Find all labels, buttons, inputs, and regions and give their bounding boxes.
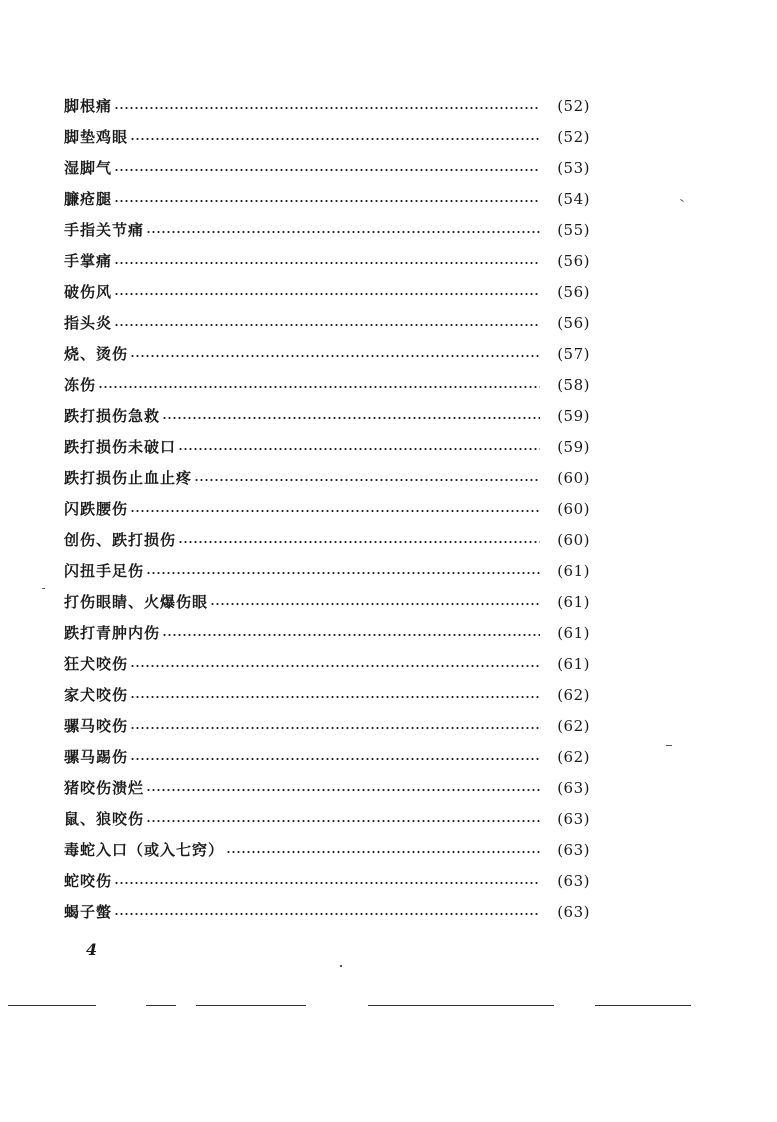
dot-leader <box>130 749 540 764</box>
toc-entry <box>64 741 590 772</box>
toc-entry <box>64 617 590 648</box>
dot-leader <box>146 563 540 578</box>
toc-entry-title: 闪跌腰伤 <box>64 500 129 518</box>
toc-entry-page: (56) <box>557 313 590 332</box>
dot-leader <box>98 377 540 392</box>
toc-entry-page: (62) <box>557 747 590 766</box>
footer-rule <box>8 1005 96 1006</box>
scan-mark <box>42 588 45 589</box>
toc-entry-page: (59) <box>557 437 590 456</box>
page-number: 4 <box>86 940 98 959</box>
dot-leader <box>114 284 540 299</box>
dot-leader <box>226 842 540 857</box>
toc-entry <box>64 369 590 400</box>
toc-entry-title: 骡马踢伤 <box>64 748 129 766</box>
toc-entry <box>64 431 590 462</box>
toc-entry-page: (58) <box>557 375 590 394</box>
toc-entry <box>64 772 590 803</box>
scan-mark <box>666 745 672 746</box>
toc-entry-page: (62) <box>557 716 590 735</box>
toc-entry <box>64 493 590 524</box>
toc-entry-title: 跌打青肿内伤 <box>64 624 161 642</box>
footer-rule <box>368 1005 554 1006</box>
toc-entry-page: (63) <box>557 871 590 890</box>
toc-entry-title: 指头炎 <box>64 314 113 332</box>
toc-entry-page: (63) <box>557 809 590 828</box>
toc-entry-title: 湿脚气 <box>64 159 113 177</box>
toc-entry-title: 手指关节痛 <box>64 221 145 239</box>
toc-entry-title: 脚根痛 <box>64 97 113 115</box>
toc-entry-page: (61) <box>557 561 590 580</box>
dot-leader <box>130 687 540 702</box>
footer-rule <box>595 1005 691 1006</box>
scan-mark <box>680 199 684 202</box>
dot-leader <box>178 532 540 547</box>
toc-entry-title: 闪扭手足伤 <box>64 562 145 580</box>
dot-leader <box>114 873 540 888</box>
toc-entry <box>64 152 590 183</box>
dot-leader <box>130 501 540 516</box>
toc-entry-page: (60) <box>557 530 590 549</box>
toc-entry-title: 猪咬伤溃烂 <box>64 779 145 797</box>
dot-leader <box>178 439 540 454</box>
dot-leader <box>114 191 540 206</box>
dot-leader <box>146 222 540 237</box>
toc-entry <box>64 865 590 896</box>
toc-entry-page: (57) <box>557 344 590 363</box>
dot-leader <box>162 625 540 640</box>
toc-entry-page: (55) <box>557 220 590 239</box>
toc-entry-title: 蛇咬伤 <box>64 872 113 890</box>
toc-entry-title: 骡马咬伤 <box>64 717 129 735</box>
dot-leader <box>114 98 540 113</box>
toc-entry <box>64 307 590 338</box>
toc-entry-title: 跌打损伤急救 <box>64 407 161 425</box>
dot-leader <box>130 718 540 733</box>
toc-entry-page: (56) <box>557 251 590 270</box>
toc-entry <box>64 586 590 617</box>
toc-entry-page: (54) <box>557 189 590 208</box>
scan-mark <box>340 965 342 967</box>
toc-entry <box>64 121 590 152</box>
toc-entry-page: (61) <box>557 592 590 611</box>
dot-leader <box>114 253 540 268</box>
toc-entry-page: (60) <box>557 499 590 518</box>
toc-entry <box>64 276 590 307</box>
dot-leader <box>130 656 540 671</box>
toc-entry <box>64 245 590 276</box>
toc-entry-page: (63) <box>557 840 590 859</box>
toc-entry <box>64 679 590 710</box>
dot-leader <box>146 780 540 795</box>
toc-entry-page: (52) <box>557 127 590 146</box>
toc-entry <box>64 462 590 493</box>
toc-entry-page: (63) <box>557 778 590 797</box>
toc-entry-title: 创伤、跌打损伤 <box>64 531 177 549</box>
dot-leader <box>130 129 540 144</box>
toc-entry <box>64 834 590 865</box>
toc-entry-title: 家犬咬伤 <box>64 686 129 704</box>
toc-entry <box>64 90 590 121</box>
footer-rule <box>196 1005 306 1006</box>
toc-entry <box>64 524 590 555</box>
toc-entry-title: 毒蛇入口（或入七窍） <box>64 841 225 859</box>
footer-rule <box>146 1005 176 1006</box>
toc-entry-page: (59) <box>557 406 590 425</box>
toc-entry-page: (60) <box>557 468 590 487</box>
toc-entry-title: 跌打损伤止血止疼 <box>64 469 193 487</box>
toc-entry-page: (56) <box>557 282 590 301</box>
toc-entry <box>64 710 590 741</box>
toc-entry <box>64 400 590 431</box>
dot-leader <box>114 160 540 175</box>
dot-leader <box>194 470 540 485</box>
toc-entry-title: 脚垫鸡眼 <box>64 128 129 146</box>
dot-leader <box>162 408 540 423</box>
toc-entry <box>64 555 590 586</box>
toc-entry-title: 冻伤 <box>64 376 97 394</box>
toc-entry-title: 跌打损伤未破口 <box>64 438 177 456</box>
toc-entry <box>64 896 590 927</box>
toc-entry-page: (61) <box>557 623 590 642</box>
toc-entry-title: 鼠、狼咬伤 <box>64 810 145 828</box>
dot-leader <box>210 594 540 609</box>
toc-entry-title: 烧、烫伤 <box>64 345 129 363</box>
toc-entry-page: (62) <box>557 685 590 704</box>
toc-entry-page: (52) <box>557 96 590 115</box>
toc-entry <box>64 338 590 369</box>
toc-entry-page: (61) <box>557 654 590 673</box>
dot-leader <box>114 904 540 919</box>
toc-entry-page: (63) <box>557 902 590 921</box>
toc-entry-title: 臁疮腿 <box>64 190 113 208</box>
toc-entry-title: 狂犬咬伤 <box>64 655 129 673</box>
toc-entry <box>64 214 590 245</box>
toc-entry-title: 蝎子螫 <box>64 903 113 921</box>
toc-entry <box>64 803 590 834</box>
toc-entry-title: 打伤眼睛、火爆伤眼 <box>64 593 209 611</box>
toc-entry-title: 手掌痛 <box>64 252 113 270</box>
table-of-contents <box>64 90 590 927</box>
dot-leader <box>114 315 540 330</box>
dot-leader <box>146 811 540 826</box>
toc-entry-page: (53) <box>557 158 590 177</box>
dot-leader <box>130 346 540 361</box>
toc-entry-title: 破伤风 <box>64 283 113 301</box>
toc-entry <box>64 648 590 679</box>
toc-entry <box>64 183 590 214</box>
